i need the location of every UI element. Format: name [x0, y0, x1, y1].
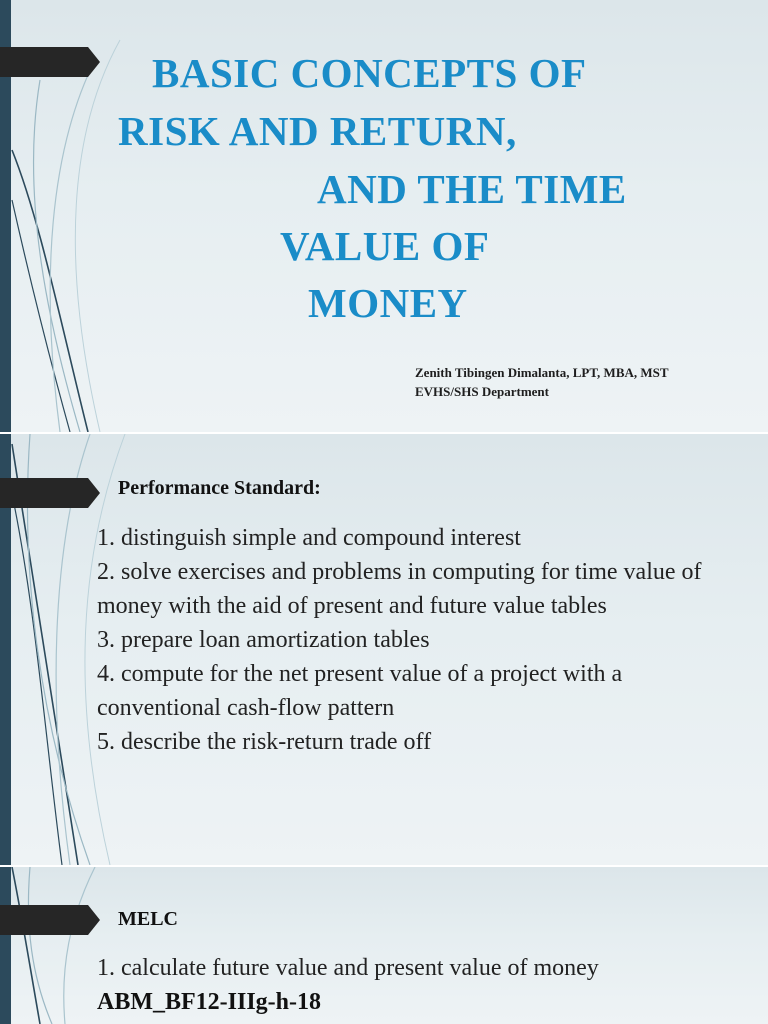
performance-standard-slide — [0, 434, 768, 865]
list-item: 5. describe the risk-return trade off — [97, 729, 432, 755]
arrow-tab-marker — [0, 47, 100, 77]
author-name: Zenith Tibingen Dimalanta, LPT, MBA, MST — [415, 365, 669, 380]
melc-list — [97, 951, 747, 1019]
title-line-3: AND THE TIME — [317, 166, 627, 212]
left-accent-bar — [0, 867, 11, 1024]
title-line-1: BASIC CONCEPTS OF — [152, 50, 587, 96]
title-line-4: VALUE OF — [280, 223, 490, 269]
list-item: 1. distinguish simple and compound interest — [97, 525, 521, 551]
competency-code: ABM_BF12-IIIg-h-18 — [97, 989, 322, 1015]
melc-slide — [0, 867, 768, 1024]
list-item: 3. prepare loan amortization tables — [97, 627, 430, 653]
melc-heading: MELC — [118, 908, 178, 930]
arrow-tab-marker — [0, 905, 100, 935]
performance-standard-heading: Performance Standard: — [118, 477, 321, 499]
author-block — [415, 363, 669, 401]
arrow-tab-marker — [0, 478, 100, 508]
list-item: 2. solve exercises and problems in computing for time value of money with the aid of present and future value tables — [97, 559, 702, 619]
title-line-5: MONEY — [308, 280, 468, 326]
title-line-2: RISK AND RETURN, — [118, 108, 517, 154]
department-name: EVHS/SHS Department — [415, 384, 549, 399]
title-slide — [0, 0, 768, 432]
list-item: 1. calculate future value and present value of money — [97, 955, 599, 981]
list-item: 4. compute for the net present value of a project with a conventional cash-flow pattern — [97, 661, 623, 721]
performance-standard-list — [97, 521, 747, 759]
